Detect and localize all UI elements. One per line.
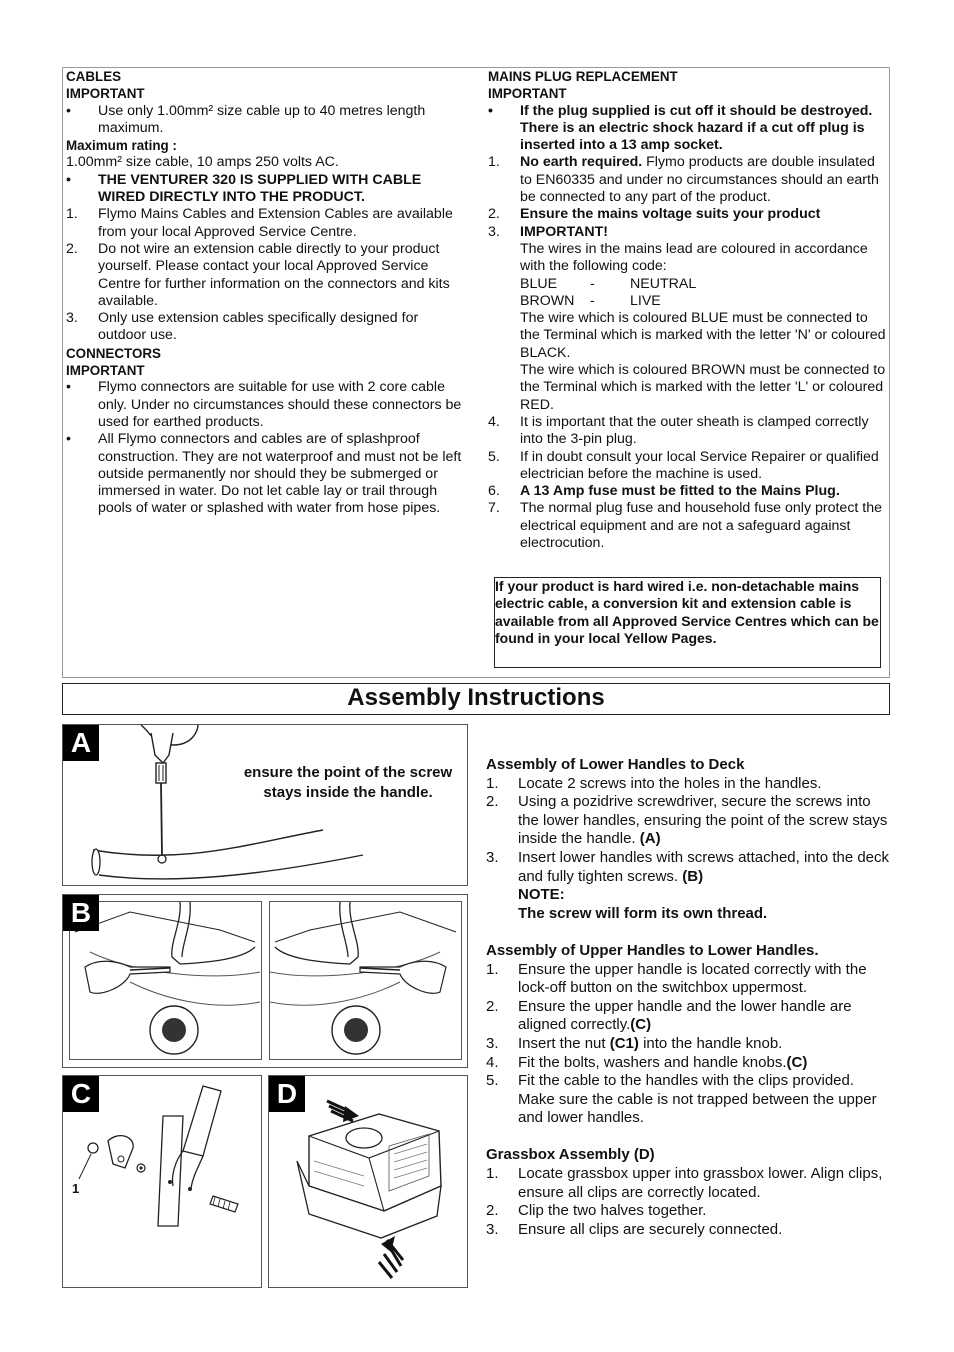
list-item-text: Flymo connectors are suitable for use with 2 core cable only. Under no circumstances should these connectors be used for earthed products. [98,379,462,430]
list-item-text: Insert lower handles with screws attached, into the deck and fully tighten screws. [518,848,890,885]
cables-heading: CABLES [66,69,122,84]
list-item-text: Ensure the mains voltage suits your product [520,206,821,223]
list-number: 3. [488,223,500,240]
deck-handle-illustration [270,902,461,1059]
figure-label-b: B [63,895,99,931]
figure-c [62,1075,262,1288]
cables-column [66,68,466,518]
list-item-text: Clip the two halves together. [518,1202,707,1220]
list-item-text: Flymo Mains Cables and Extension Cables are available from your local Approved Service Centre. [98,206,453,240]
list-item [486,1202,891,1221]
list-number: 1. [486,960,499,978]
list-item [486,1035,891,1054]
max-rating-heading: Maximum rating : [66,138,177,154]
dash: - [590,292,595,309]
list-item-text: The normal plug fuse and household fuse only protect the electrical equipment and are not a safeguard against electrocution. [520,500,883,552]
list-number: 1. [486,1165,499,1183]
list-item-text: Insert the nut [518,1034,610,1052]
list-item-text: It is important that the outer sheath is clamped correctly into the 3-pin plug. [520,413,869,448]
list-item-heading: IMPORTANT! [520,223,608,240]
list-number: 2. [486,997,499,1015]
figure-a-caption: ensure the point of the screw stays inside the handle. [243,764,453,801]
list-number: 5. [488,448,500,465]
figure-ref: (C) [630,1016,652,1034]
list-item [488,500,886,552]
list-item-text: If the plug supplied is cut off it should be destroyed. There is an electric shock hazard if a cut off plug is inserted into a 13 amp socket. [520,102,873,154]
upper-handles-heading: Assembly of Upper Handles to Lower Handles. [486,941,819,959]
figure-a [62,724,468,886]
list-item: • If the plug supplied is cut off it should be destroyed. There is an electric shock hazard if a cut off plug is inserted into a 13 amp socket. [488,102,873,154]
electrical-safety-section [62,67,890,678]
list-number: 2. [486,1202,499,1220]
figure-ref: (B) [678,867,704,885]
figure-label-d: D [269,1076,305,1112]
list-number: 3. [486,1034,499,1052]
wire-code-row [520,276,886,293]
important-heading: IMPORTANT [66,363,145,379]
list-number: 4. [488,413,500,430]
assembly-steps [486,756,891,1239]
list-number: 2. [486,793,499,811]
list-item [486,775,891,794]
list-number: 3. [66,310,78,327]
screwdriver-illustration [63,725,467,885]
figure-b-right [269,901,462,1060]
list-item-text: Using a pozidrive screwdriver, secure the screws into the lower handles, ensuring the point of the screw stays inside the handle. [518,793,888,848]
list-number: 7. [488,500,500,517]
figure-ref: (C1) [609,1034,639,1052]
list-item [66,310,466,345]
list-item-text: The wires in the mains lead are coloured in accordance with the following code: [520,240,868,275]
list-item-text: Fit the cable to the handles with the clips provided. Make sure the cable is not trapped between the upper and lower handles. [518,1072,877,1127]
figure-ref: (A) [635,830,661,848]
list-item [66,241,466,310]
wire-function: NEUTRAL [630,275,697,292]
list-item-text: into the handle knob. [638,1034,783,1052]
list-item-text: All Flymo connectors and cables are of splashproof construction. They are not waterproof and must not be left outside permanently nor should they be submerged or immersed in water. Do not let cable lay or trail through pools of water or splashed with water from hose pipes. [98,431,462,517]
list-item [486,1072,891,1128]
list-number: 1. [488,154,500,171]
list-item-text: The wire which is coloured BLUE must be connected to the Terminal which is marked with the letter 'N' or coloured BLACK. [520,310,886,361]
list-number: 4. [486,1053,499,1071]
note-text: The screw will form its own thread. [518,904,768,922]
mains-plug-column [488,68,886,552]
note-heading: NOTE: [518,886,565,904]
list-number: 2. [66,240,78,257]
figure-ref: (C) [786,1053,808,1071]
list-item [488,154,886,206]
list-item-text: Ensure the upper handle and the lower handle are aligned correctly. [518,997,852,1034]
list-number: 3. [486,1220,499,1238]
list-item [486,998,891,1035]
list-item [486,1165,891,1202]
list-item [486,1221,891,1240]
callout-label: 1 [72,1181,80,1196]
hard-wired-note: If your product is hard wired i.e. non-detachable mains electric cable, a conversion kit and extension cable is available from all Approved Service Centres which can be found in your local Yellow Pages. [494,577,881,668]
list-item [488,414,886,449]
lower-handles-heading: Assembly of Lower Handles to Deck [486,756,745,773]
dash: - [590,275,595,292]
figure-label-c: C [63,1076,99,1112]
grassbox-heading: Grassbox Assembly (D) [486,1146,655,1164]
max-rating-text: 1.00mm² size cable, 10 amps 250 volts AC. [66,154,339,171]
wire-code-row [520,293,886,310]
important-heading: IMPORTANT [66,86,145,102]
list-number: 5. [486,1072,499,1090]
list-item-text: Ensure all clips are securely connected. [518,1220,783,1238]
list-item-bold: No earth required. [520,154,643,171]
list-item [66,206,466,241]
list-item-text: The wire which is coloured BROWN must be connected to the Terminal which is marked with the letter 'L' or coloured RED. [520,362,886,413]
list-item [486,1054,891,1073]
list-item [486,793,891,849]
list-item-text: Ensure the upper handle is located correctly with the lock-off button on the switchbox uppermost. [518,960,867,997]
list-item: • Flymo connectors are suitable for use with 2 core cable only. Under no circumstances should these connectors be used for earthed products. [66,379,462,430]
list-number: 1. [66,206,78,223]
list-item-text: If in doubt consult your local Service Repairer or qualified electrician before the machine is used. [520,448,879,482]
list-item [486,961,891,998]
figure-d [268,1075,468,1288]
list-item: • All Flymo connectors and cables are of splashproof construction. They are not waterproof and must not be left outside permanently nor should they be submerged or immersed in water. Do not let cable lay or trail through pools of water or splashed with water from hose pipes. [66,431,462,517]
list-item-text: Locate grassbox upper into grassbox lower. Align clips, ensure all clips are correctly located. [518,1165,883,1201]
list-item-text: Locate 2 screws into the holes in the handles. [518,774,822,792]
list-item [488,483,886,500]
mains-plug-heading: MAINS PLUG REPLACEMENT [488,69,678,84]
list-item [486,849,891,923]
list-number: 6. [488,483,500,500]
wire-colour: BLUE [520,275,558,292]
page-title: Assembly Instructions [62,683,890,715]
important-heading: IMPORTANT [488,86,567,102]
list-item [488,449,886,484]
list-item-text: THE VENTURER 320 IS SUPPLIED WITH CABLE WIRED DIRECTLY INTO THE PRODUCT. [98,171,422,206]
list-number: 2. [488,206,500,223]
list-item: • Use only 1.00mm² size cable up to 40 metres length maximum. [66,102,426,136]
list-item [488,224,886,414]
connectors-heading: CONNECTORS [66,345,161,361]
wire-function: LIVE [630,292,661,309]
figure-label-a: A [63,725,99,761]
figure-b [62,894,468,1068]
list-number: 3. [486,848,499,866]
wire-colour: BROWN [520,292,575,309]
list-item [488,206,886,223]
list-item-text: A 13 Amp fuse must be fitted to the Mains Plug. [520,483,840,500]
list-item-text: Only use extension cables specifically designed for outdoor use. [98,310,419,344]
list-item-text: Flymo products are double insulated to EN60335 and under no circumstances should an earth be connected to any part of the product. [520,154,879,206]
list-item-text: Do not wire an extension cable directly to your product yourself. Please contact your local Approved Service Centre for further information on the connectors and kits available. [98,240,450,309]
list-item-text: Fit the bolts, washers and handle knobs. [518,1053,787,1071]
list-item: • THE VENTURER 320 IS SUPPLIED WITH CABLE WIRED DIRECTLY INTO THE PRODUCT. [66,171,422,206]
list-item-text: Use only 1.00mm² size cable up to 40 metres length maximum. [98,102,426,136]
list-number: 1. [486,774,499,792]
